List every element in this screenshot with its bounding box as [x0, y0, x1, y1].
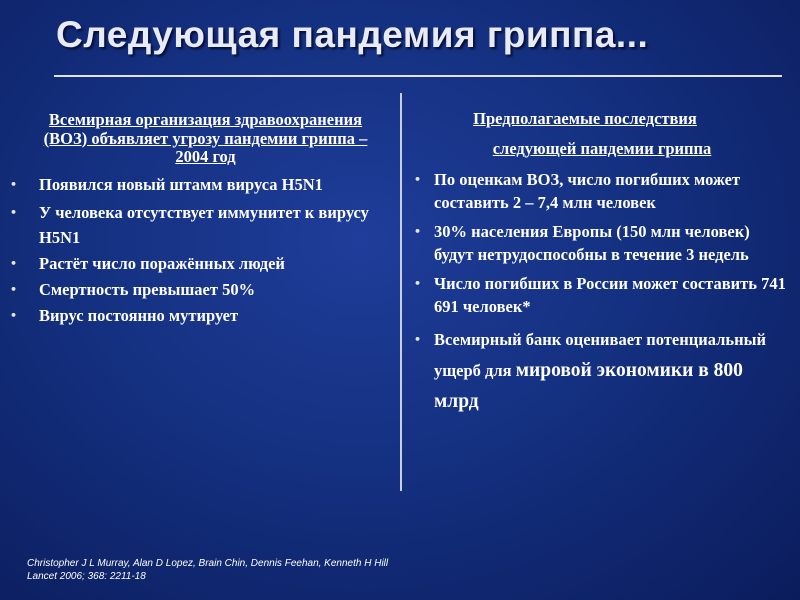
bullet-icon: • — [10, 282, 18, 296]
bullet-icon: • — [10, 308, 18, 322]
bullet-icon: • — [414, 225, 422, 238]
bullet-text: Число погибших в России может составить 741 691 человек* — [434, 274, 786, 316]
left-bullet-item — [8, 200, 393, 250]
bullet-text-large: мировой экономики в 800 млрд — [434, 360, 743, 412]
left-bullet-item — [8, 171, 393, 199]
bullet-icon: • — [10, 256, 18, 270]
bullet-text: По оценкам ВОЗ, число погибших может составить 2 – 7,4 млн человек — [434, 170, 741, 212]
left-bullet-list — [8, 171, 393, 328]
left-heading: Всемирная организация здравоохранения (ВОЗ) объявляет угрозу пандемии гриппа – 2004 год — [43, 110, 368, 166]
left-column — [8, 111, 393, 329]
bullet-text: Растёт число поражённых людей — [39, 253, 285, 273]
right-bullet-list — [412, 168, 792, 417]
left-bullet-item — [8, 277, 393, 302]
left-bullet-item — [8, 303, 393, 328]
citation-source: Lancet 2006; 368: 2211-18 — [27, 571, 146, 582]
citation-authors: Christopher J L Murray, Alan D Lopez, Brain Chin, Dennis Feehan, Kenneth H Hill — [27, 558, 389, 569]
bullet-text: Смертность превышает 50% — [39, 279, 256, 299]
right-column — [412, 104, 792, 423]
bullet-text: Всемирный банк оценивает потенциальный ущерб для — [434, 330, 767, 380]
bullet-icon: • — [10, 177, 18, 191]
slide-title: Следующая пандемия гриппа... — [56, 14, 649, 55]
bullet-icon: • — [10, 205, 18, 219]
left-bullet-item — [8, 251, 393, 276]
right-heading-line2: следующей пандемии гриппа — [492, 139, 712, 158]
bullet-icon: • — [414, 173, 422, 186]
right-bullet-item — [412, 168, 792, 214]
title-underline-rule — [54, 75, 782, 77]
citation — [27, 557, 388, 583]
right-heading — [412, 104, 792, 164]
right-bullet-item-world-bank — [412, 324, 792, 417]
bullet-text: 30% населения Европы (150 млн человек) будут нетрудоспособны в течение 3 недель — [434, 222, 750, 264]
bullet-icon: • — [414, 333, 422, 346]
bullet-text: Появился новый штамм вируса H5N1 — [39, 174, 323, 194]
bullet-text: У человека отсутствует иммунитет к вирусу H5N1 — [39, 202, 369, 247]
column-divider — [400, 93, 402, 491]
right-bullet-item — [412, 272, 792, 318]
bullet-text: Вирус постоянно мутирует — [39, 305, 239, 325]
right-bullet-item — [412, 220, 792, 266]
right-heading-line1: Предполагаемые последствия — [473, 109, 697, 128]
bullet-icon: • — [414, 277, 422, 290]
